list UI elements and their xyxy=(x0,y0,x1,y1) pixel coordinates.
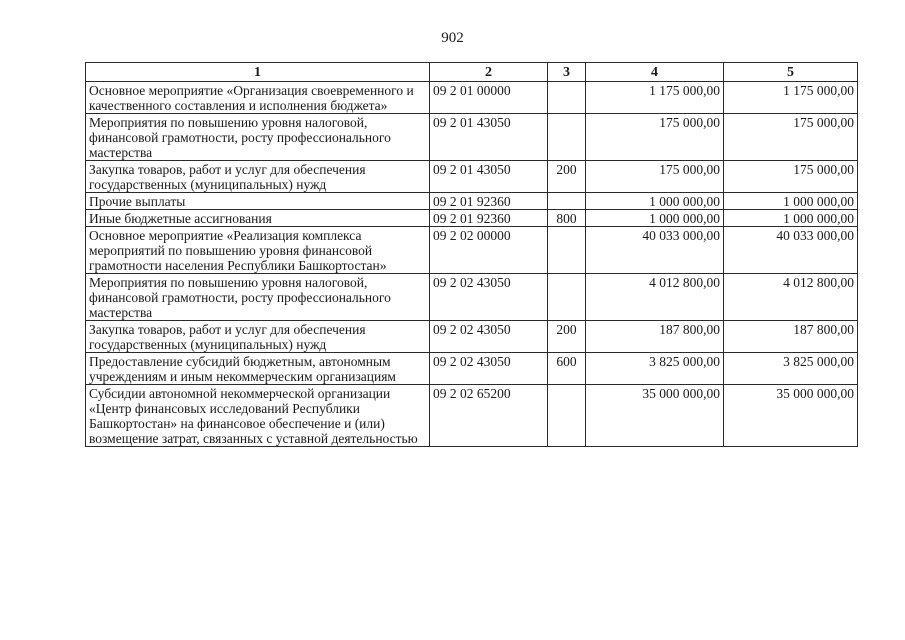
column-header-4: 4 xyxy=(586,63,724,82)
row-amount-4: 35 000 000,00 xyxy=(586,385,724,447)
row-name: Прочие выплаты xyxy=(86,193,430,210)
row-type xyxy=(548,227,586,274)
row-name: Закупка товаров, работ и услуг для обеспечения государственных (муниципальных) нужд xyxy=(86,161,430,193)
column-header-3: 3 xyxy=(548,63,586,82)
row-code: 09 2 02 43050 xyxy=(430,353,548,385)
row-amount-5: 3 825 000,00 xyxy=(724,353,858,385)
row-code: 09 2 01 92360 xyxy=(430,193,548,210)
table-row xyxy=(86,385,858,447)
row-amount-4: 40 033 000,00 xyxy=(586,227,724,274)
page-number: 902 xyxy=(441,30,464,46)
row-amount-5: 1 175 000,00 xyxy=(724,82,858,114)
table-row xyxy=(86,321,858,353)
budget-table xyxy=(85,62,858,447)
row-code: 09 2 02 00000 xyxy=(430,227,548,274)
row-amount-4: 1 000 000,00 xyxy=(586,210,724,227)
row-amount-4: 187 800,00 xyxy=(586,321,724,353)
column-header-5: 5 xyxy=(724,63,858,82)
row-amount-5: 4 012 800,00 xyxy=(724,274,858,321)
row-code: 09 2 01 43050 xyxy=(430,114,548,161)
row-amount-5: 35 000 000,00 xyxy=(724,385,858,447)
row-type: 800 xyxy=(548,210,586,227)
row-type xyxy=(548,193,586,210)
row-code: 09 2 02 43050 xyxy=(430,274,548,321)
row-type xyxy=(548,385,586,447)
row-code: 09 2 02 43050 xyxy=(430,321,548,353)
row-code: 09 2 01 92360 xyxy=(430,210,548,227)
table-row xyxy=(86,227,858,274)
row-name: Мероприятия по повышению уровня налоговой, финансовой грамотности, росту профессионального мастерства xyxy=(86,274,430,321)
row-amount-4: 1 000 000,00 xyxy=(586,193,724,210)
row-amount-4: 3 825 000,00 xyxy=(586,353,724,385)
row-code: 09 2 01 43050 xyxy=(430,161,548,193)
row-amount-5: 187 800,00 xyxy=(724,321,858,353)
row-amount-4: 175 000,00 xyxy=(586,114,724,161)
row-name: Основное мероприятие «Организация своевременного и качественного составления и исполнения бюджета» xyxy=(86,82,430,114)
row-amount-5: 40 033 000,00 xyxy=(724,227,858,274)
row-name: Основное мероприятие «Реализация комплекса мероприятий по повышению уровня финансовой грамотности населения Республики Башкортостан» xyxy=(86,227,430,274)
table-row xyxy=(86,161,858,193)
table-header-row xyxy=(86,63,858,82)
row-amount-4: 1 175 000,00 xyxy=(586,82,724,114)
row-amount-4: 4 012 800,00 xyxy=(586,274,724,321)
row-name: Иные бюджетные ассигнования xyxy=(86,210,430,227)
row-name: Предоставление субсидий бюджетным, автономным учреждениям и иным некоммерческим организациям xyxy=(86,353,430,385)
row-type xyxy=(548,274,586,321)
row-type xyxy=(548,114,586,161)
row-type: 200 xyxy=(548,161,586,193)
row-amount-5: 175 000,00 xyxy=(724,114,858,161)
table-row xyxy=(86,193,858,210)
row-type: 200 xyxy=(548,321,586,353)
table-row xyxy=(86,353,858,385)
table-row xyxy=(86,114,858,161)
row-type: 600 xyxy=(548,353,586,385)
row-code: 09 2 01 00000 xyxy=(430,82,548,114)
column-header-1: 1 xyxy=(86,63,430,82)
row-type xyxy=(548,82,586,114)
row-name: Закупка товаров, работ и услуг для обеспечения государственных (муниципальных) нужд xyxy=(86,321,430,353)
table-row xyxy=(86,210,858,227)
row-name: Мероприятия по повышению уровня налоговой, финансовой грамотности, росту профессионального мастерства xyxy=(86,114,430,161)
row-code: 09 2 02 65200 xyxy=(430,385,548,447)
row-name: Субсидии автономной некоммерческой организации «Центр финансовых исследований Республики Башкортостан» на финансовое обеспечение и (или) возмещение затрат, связанных с уставной деятельностью xyxy=(86,385,430,447)
row-amount-5: 175 000,00 xyxy=(724,161,858,193)
row-amount-5: 1 000 000,00 xyxy=(724,210,858,227)
row-amount-4: 175 000,00 xyxy=(586,161,724,193)
column-header-2: 2 xyxy=(430,63,548,82)
row-amount-5: 1 000 000,00 xyxy=(724,193,858,210)
table-row xyxy=(86,274,858,321)
table-row xyxy=(86,82,858,114)
